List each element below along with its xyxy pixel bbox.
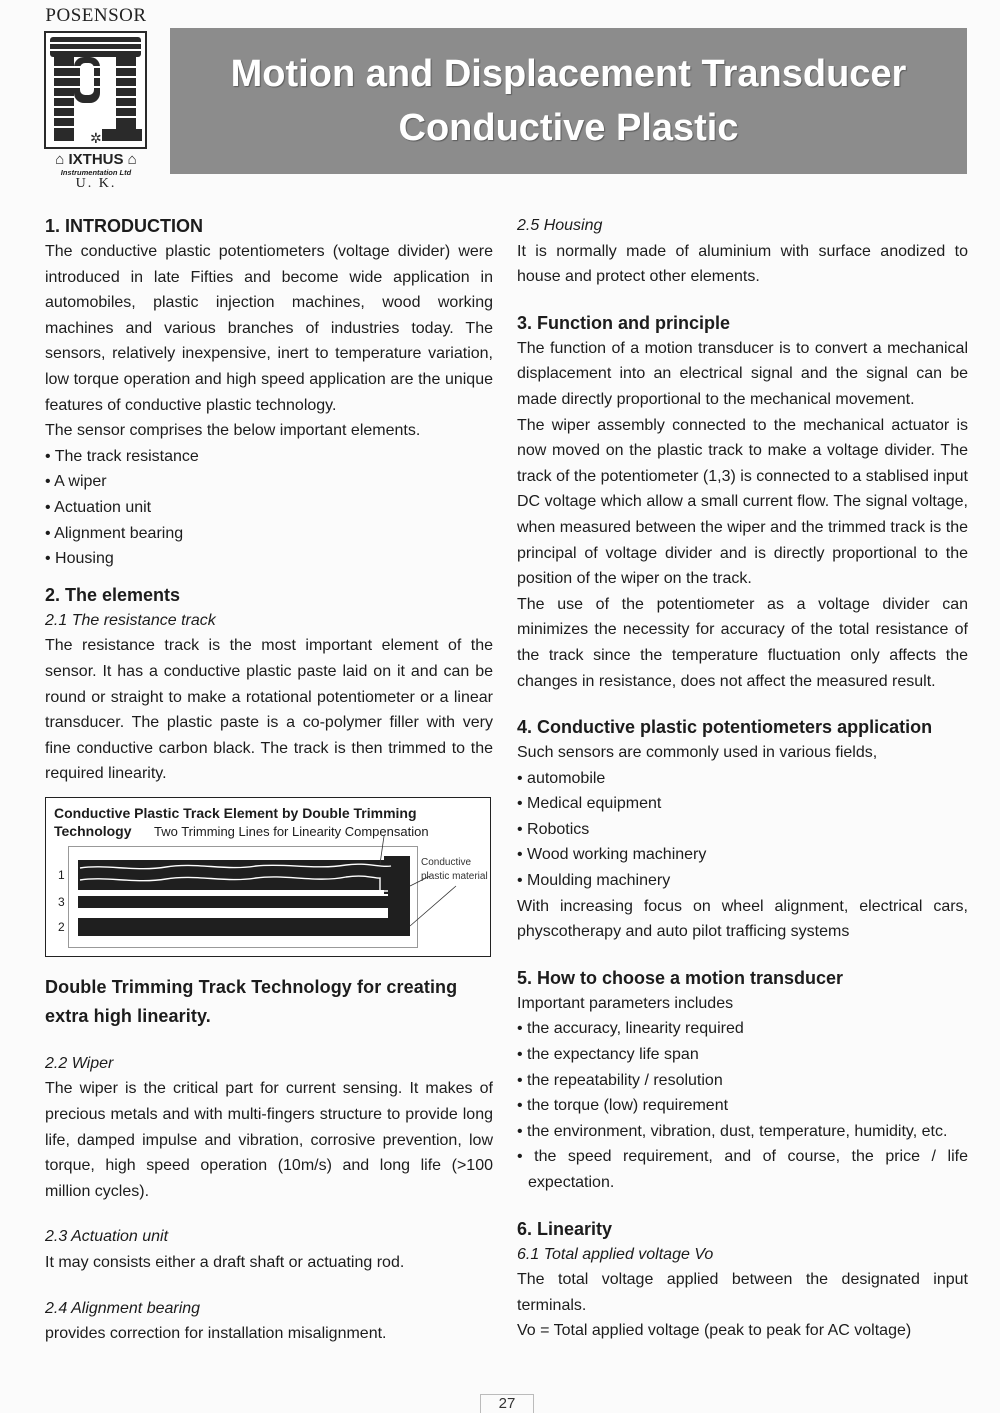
section-heading-linearity: 6. Linearity	[517, 1218, 613, 1239]
list-item: • the expectancy life span	[517, 1046, 699, 1064]
application-lead: Such sensors are commonly used in various fields,	[517, 744, 878, 762]
subheading-resistance-track: 2.1 The resistance track	[45, 611, 216, 629]
housing-paragraph: It is normally made of aluminium with surface anodized to house and protect other elements.	[517, 242, 968, 286]
track-label-3: 3	[58, 894, 65, 909]
subheading-actuation-unit: 2.3 Actuation unit	[45, 1228, 169, 1246]
section-heading-introduction: 1. INTRODUCTION	[45, 216, 204, 236]
track-label-2: 2	[58, 919, 65, 934]
right-column	[517, 213, 968, 1344]
list-item: • Actuation unit	[45, 498, 152, 516]
list-item: • Medical equipment	[517, 795, 662, 813]
actuation-paragraph: It may consists either a draft shaft or actuating rod.	[45, 1254, 405, 1272]
intro-paragraph: The conductive plastic potentiometers (voltage divider) were introduced in late Fifties and become wide application in automobiles, plastic injection machines, wood working machines and various branches of industries today. The sensors, relatively inexpensive, inert to temperature variation, low torque operation and high speed application are the unique features of conductive plastic technology.	[45, 243, 493, 414]
company-logo	[36, 5, 156, 191]
list-item: • the repeatability / resolution	[517, 1071, 723, 1089]
list-item: • the accuracy, linearity required	[517, 1020, 744, 1038]
function-paragraph-3: The use of the potentiometer as a voltage divider can minimizes the necessity for accuracy of the total resistance of the track since the temperature fluctuation only affects the changes in resistance, does not affect the measured result.	[517, 595, 968, 690]
double-trimming-title: Double Trimming Track Technology for creating extra high linearity.	[45, 976, 458, 1026]
list-item: • The track resistance	[45, 447, 199, 465]
intro-lead: The sensor comprises the below important elements.	[45, 422, 421, 440]
fish-right-icon: ⌂	[127, 151, 137, 168]
list-item: • the environment, vibration, dust, temperature, humidity, etc.	[517, 1122, 948, 1140]
parameter-list	[517, 1016, 968, 1195]
track-label-1: 1	[58, 867, 65, 882]
figure-subtitle: Two Trimming Lines for Linearity Compensation	[154, 823, 429, 839]
logo-brand-text: POSENSOR	[45, 5, 147, 26]
list-item: • Wood working machinery	[517, 846, 707, 864]
function-paragraph-2: The wiper assembly connected to the mechanical actuator is now moved on the plastic track to make a voltage divider. The track of the potentiometer (1,3) is connected to a stablised input DC voltage which allow a small current flow. The signal voltage, when measured between the wiper and the trimmed track is the principal of voltage divider and is directly proportional to the position of the wiper on the track.	[517, 416, 968, 588]
list-item: • Housing	[45, 550, 114, 568]
pi-emblem-icon	[44, 31, 147, 149]
subheading-total-voltage: 6.1 Total applied voltage Vo	[517, 1245, 714, 1263]
list-item: • the speed requirement, and of course, the price / life expectation.	[517, 1148, 968, 1191]
application-list	[517, 766, 968, 894]
wiper-paragraph: The wiper is the critical part for current sensing. It makes of precious metals and with multi-fingers structure to provide long life, damped impulse and vibration, corrosive prevention, low torque, high speed operation (10m/s) and long life (>100 million cycles).	[45, 1080, 493, 1200]
title-banner	[170, 28, 967, 174]
application-trail: With increasing focus on wheel alignment, electrical cars, physcotherapy and auto pilot trafficing systems	[517, 897, 968, 941]
linearity-paragraph: The total voltage applied between the designated input terminals.	[517, 1271, 968, 1314]
section-heading-choose: 5. How to choose a motion transducer	[517, 967, 844, 988]
fish-left-icon: ⌂	[55, 151, 65, 168]
list-item: • automobile	[517, 769, 606, 787]
page-number: 27	[480, 1394, 534, 1413]
callout-line-material-2	[410, 886, 456, 926]
track-element-figure	[45, 797, 491, 957]
function-paragraph-1: The function of a motion transducer is to convert a mechanical displacement into an electrical signal and the signal can be made directly proportional to the mechanical movement.	[517, 339, 968, 408]
list-item: • the torque (low) requirement	[517, 1097, 729, 1115]
section-heading-function: 3. Function and principle	[517, 312, 731, 333]
svg-text:✲: ✲	[90, 131, 102, 147]
track-3	[78, 896, 388, 908]
linearity-formula: Vo = Total applied voltage (peak to peak for AC voltage)	[517, 1322, 912, 1340]
logo-country: U. K.	[75, 176, 117, 191]
choose-lead: Important parameters includes	[517, 994, 734, 1012]
list-item: • Robotics	[517, 820, 590, 838]
section-heading-elements: 2. The elements	[45, 584, 181, 605]
conductive-block	[384, 856, 410, 918]
subheading-alignment-bearing: 2.4 Alignment bearing	[45, 1299, 201, 1317]
list-item: • A wiper	[45, 473, 107, 491]
section-heading-application: 4. Conductive plastic potentiometers application	[517, 717, 933, 738]
callout-line-subtitle	[380, 836, 384, 864]
bearing-paragraph: provides correction for installation misalignment.	[45, 1325, 387, 1343]
subheading-housing: 2.5 Housing	[517, 217, 603, 234]
logo-ixthus-line: ⌂ IXTHUS ⌂	[55, 151, 137, 168]
list-item: • Moulding machinery	[517, 872, 671, 890]
page-title: Motion and Displacement Transducer	[230, 53, 907, 95]
elements-list	[45, 444, 493, 572]
figure-title: Conductive Plastic Track Element by Double Trimming Technology	[54, 804, 417, 839]
subheading-wiper: 2.2 Wiper	[45, 1054, 114, 1072]
left-column	[45, 213, 493, 1347]
resistance-track-paragraph: The resistance track is the most important element of the sensor. It has a conductive plastic paste laid on it and can be round or straight to make a rotational potentiometer or a linear transducer. The plastic paste is a co-polymer filler with very fine conductive carbon black. The track is then trimmed to the required linearity.	[45, 637, 493, 783]
track-2	[78, 918, 410, 936]
conductive-material-label: Conductive plastic material	[421, 856, 488, 882]
logo-instrumentation: Instrumentation Ltd	[60, 168, 132, 177]
page-subtitle: Conductive Plastic	[398, 107, 739, 149]
list-item: • Alignment bearing	[45, 524, 184, 542]
